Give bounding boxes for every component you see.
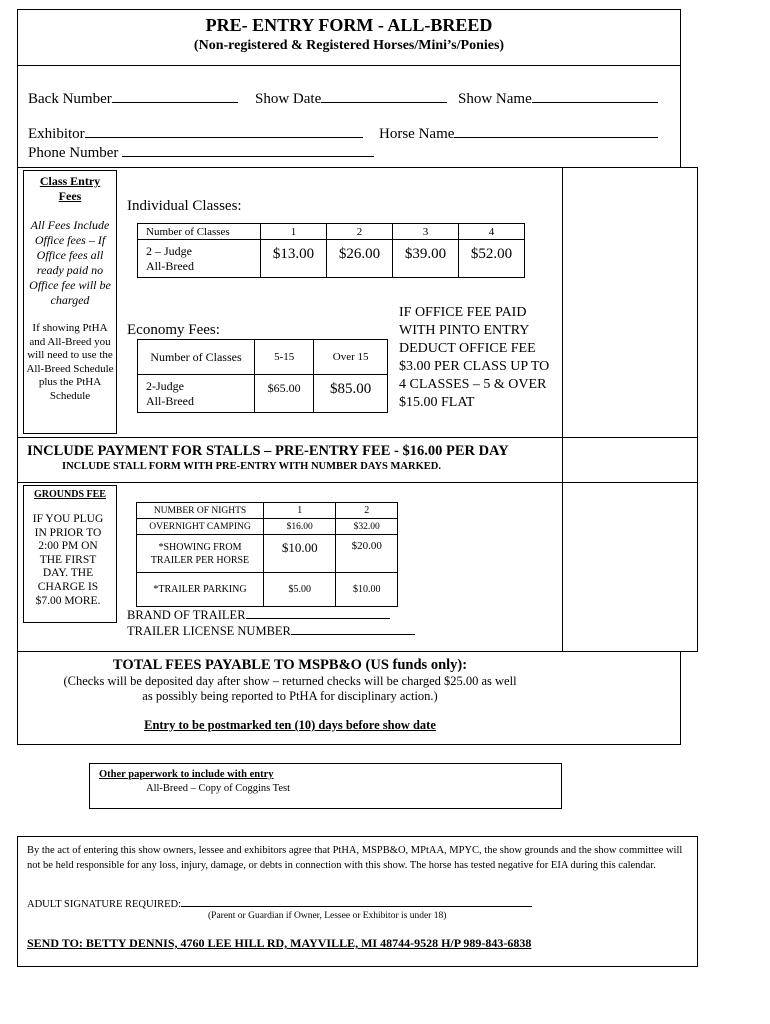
grounds-row-label-camping: OVERNIGHT CAMPING — [137, 519, 264, 535]
individual-classes-title: Individual Classes: — [127, 198, 242, 214]
trailer-license-field[interactable] — [127, 624, 415, 639]
individual-header-1: 1 — [261, 224, 327, 240]
trailer-license-label: TRAILER LICENSE NUMBER — [127, 624, 291, 638]
grounds-fee-table — [136, 502, 398, 607]
show-date-field[interactable] — [255, 89, 447, 108]
economy-row-label: 2-Judge All-Breed — [138, 375, 255, 413]
info-fields-box — [17, 65, 681, 168]
individual-classes-table — [137, 223, 525, 278]
form-subtitle: (Non-registered & Registered Horses/Mini’s/Ponies) — [193, 38, 505, 53]
individual-header-2: 2 — [327, 224, 393, 240]
grounds-header-nights: NUMBER OF NIGHTS — [137, 503, 264, 519]
adult-signature-field[interactable] — [27, 897, 532, 910]
grounds-showing-fee-1: $10.00 — [264, 535, 336, 573]
phone-number-field[interactable] — [28, 143, 374, 162]
back-number-label: Back Number — [28, 91, 112, 107]
phone-number-label: Phone Number — [28, 145, 119, 161]
economy-header-classes: Number of Classes — [138, 340, 255, 375]
grounds-fee-heading: GROUNDS FEE — [34, 489, 106, 500]
class-entry-fees-heading: Class Entry Fees — [39, 174, 101, 203]
economy-fees-table — [137, 339, 388, 413]
individual-fee-4: $52.00 — [459, 240, 525, 278]
exhibitor-field[interactable] — [28, 124, 363, 143]
form-header-box — [17, 9, 681, 66]
office-fees-note: All Fees Include Office fees – If Office fees all ready paid no Office fee will be charged — [29, 218, 111, 307]
grounds-divider-right — [562, 482, 563, 652]
individual-header-3: 3 — [393, 224, 459, 240]
show-date-label: Show Date — [255, 91, 322, 107]
grounds-showing-fee-2: $20.00 — [336, 535, 398, 573]
class-fees-divider-right — [562, 167, 563, 438]
horse-name-field[interactable] — [379, 124, 658, 143]
economy-fees-title: Economy Fees: — [127, 322, 220, 338]
individual-fee-3: $39.00 — [393, 240, 459, 278]
horse-name-label: Horse Name — [379, 126, 455, 142]
economy-header-5-15: 5-15 — [255, 340, 314, 375]
individual-header-classes: Number of Classes — [138, 224, 261, 240]
individual-row-label: 2 – Judge All-Breed — [138, 240, 261, 278]
brand-of-trailer-field[interactable] — [127, 608, 390, 623]
show-name-field[interactable] — [458, 89, 658, 108]
grounds-parking-fee-2: $10.00 — [336, 573, 398, 607]
grounds-header-1: 1 — [264, 503, 336, 519]
liability-agreement-text: By the act of entering this show owners, lessee and exhibitors agree that PtHA, MSPB&O, MPtAA, MPYC, the show grounds and the show committee will not be held responsible for any loss, injury, damage, or debts in connection with this show. The horse has tested negative for EIA during this calendar. — [27, 845, 683, 871]
checks-note-line2: as possibly being reported to PtHA for disciplinary action.) — [142, 689, 438, 703]
total-fees-title: TOTAL FEES PAYABLE TO MSPB&O (US funds only): — [112, 657, 468, 673]
adult-signature-label: ADULT SIGNATURE REQUIRED: — [27, 899, 182, 910]
grounds-row-label-parking: *TRAILER PARKING — [137, 573, 264, 607]
economy-fee-5-15: $65.00 — [255, 375, 314, 413]
stalls-payment-line: INCLUDE PAYMENT FOR STALLS – PRE-ENTRY FEE - $16.00 PER DAY — [27, 443, 509, 459]
stalls-divider-right — [562, 437, 563, 483]
other-paperwork-title: Other paperwork to include with entry — [99, 769, 274, 780]
show-name-label: Show Name — [458, 91, 532, 107]
grounds-row-label-showing: *SHOWING FROM TRAILER PER HORSE — [137, 535, 264, 573]
grounds-camping-fee-1: $16.00 — [264, 519, 336, 535]
office-fee-deduction-note: IF OFFICE FEE PAID WITH PINTO ENTRY DEDUCT OFFICE FEE $3.00 PER CLASS UP TO 4 CLASSES – 5 & OVER $15.00 FLAT — [399, 305, 550, 410]
economy-fee-over-15: $85.00 — [314, 375, 388, 413]
grounds-parking-fee-1: $5.00 — [264, 573, 336, 607]
stall-form-note: INCLUDE STALL FORM WITH PRE-ENTRY WITH NUMBER DAYS MARKED. — [62, 461, 441, 472]
checks-note-line1: (Checks will be deposited day after show – returned checks will be charged $25.00 as well — [63, 674, 517, 688]
individual-fee-1: $13.00 — [261, 240, 327, 278]
send-to-address: SEND TO: BETTY DENNIS, 4760 LEE HILL RD, MAYVILLE, MI 48744-9528 H/P 989-843-6838 — [27, 936, 532, 950]
form-title: PRE- ENTRY FORM - ALL-BREED — [205, 15, 493, 35]
ptha-schedule-note: If showing PtHA and All-Breed you will need to use the All-Breed Schedule plus the PtHA Schedule — [26, 322, 114, 402]
back-number-field[interactable] — [28, 89, 238, 108]
grounds-camping-fee-2: $32.00 — [336, 519, 398, 535]
postmark-deadline: Entry to be postmarked ten (10) days before show date — [144, 718, 436, 732]
individual-fee-2: $26.00 — [327, 240, 393, 278]
grounds-fee-note: IF YOU PLUG IN PRIOR TO 2:00 PM ON THE FIRST DAY. THE CHARGE IS $7.00 MORE. — [32, 513, 104, 607]
economy-header-over-15: Over 15 — [314, 340, 388, 375]
brand-of-trailer-label: BRAND OF TRAILER — [127, 608, 246, 622]
coggins-test-item: All-Breed – Copy of Coggins Test — [146, 783, 291, 794]
signature-guardian-note: (Parent or Guardian if Owner, Lessee or Exhibitor is under 18) — [208, 911, 447, 921]
grounds-header-2: 2 — [336, 503, 398, 519]
exhibitor-label: Exhibitor — [28, 126, 85, 142]
individual-header-4: 4 — [459, 224, 525, 240]
